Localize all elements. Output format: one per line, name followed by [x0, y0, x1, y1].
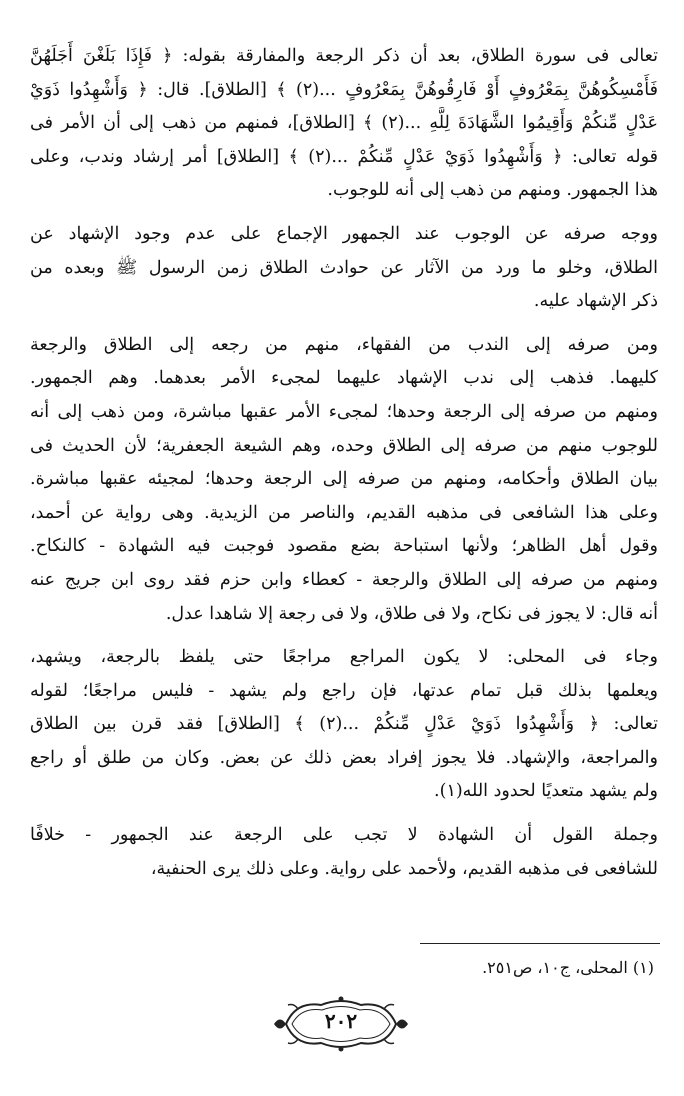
text-line: ووجه صرفه عن الوجوب عند الجمهور الإجماع على عدم وجود الإشهاد عن	[30, 223, 658, 244]
text-line: وجاء فى المحلى: لا يكون المراجع مراجعًا حتى يلفظ بالرجعة، ويشهد،	[30, 647, 658, 668]
text-line: وعلى هذا الشافعى فى مذهبه القديم، والناصر من الزيدية. وهى رواية عن أحمد،	[30, 502, 658, 523]
page-number-ornament	[266, 995, 416, 1053]
text-line: ومنهم من صرفه إلى الرجعة وحدها؛ لمجىء الأمر عقبها مباشرة، ومن ذهب إلى أنه	[30, 401, 658, 422]
text-line: أنه قال: لا يجوز فى نكاح، ولا فى طلاق، ولا فى رجعة إلا شاهدا عدل.	[165, 603, 658, 624]
text-line: عَدْلٍ مِّنكُمْ وَأَقِيمُوا الشَّهَادَةَ لِلَّهِ ...(٢) ﴾ [الطلاق]، فمنهم من ذهب إلى أن الأمر فى	[30, 113, 658, 134]
text-line: للشافعى فى مذهبه القديم، ولأحمد على رواية. وعلى ذلك يرى الحنفية،	[150, 858, 658, 879]
paragraph	[30, 218, 658, 319]
footnote-divider	[420, 943, 660, 944]
text-line: ويعلمها بذلك قبل تمام عدتها، فإن راجع ولم يشهد - فليس مراجعًا؛ لقوله	[30, 680, 658, 701]
text-line: ذكر الإشهاد عليه.	[533, 291, 658, 312]
text-line: وجملة القول أن الشهادة لا تجب على الرجعة عند الجمهور - خلافًا	[30, 825, 658, 846]
text-line: فَأَمْسِكُوهُنَّ بِمَعْرُوفٍ أَوْ فَارِقُوهُنَّ بِمَعْرُوفٍ ...(٢) ﴾ [الطلاق]. قال: ﴿ وَأَشْهِدُوا ذَوَيْ	[30, 79, 658, 100]
paragraph	[30, 641, 658, 809]
text-line: قوله تعالى: ﴿ وَأَشْهِدُوا ذَوَيْ عَدْلٍ مِّنكُمْ ...(٢) ﴾ [الطلاق] أمر إرشاد وندب، وعلى	[30, 146, 658, 167]
paragraph	[30, 329, 658, 631]
text-line: وقول أهل الظاهر؛ ولأنها استباحة بضع مقصود فوجبت فيه الشهادة - كالنكاح.	[30, 536, 658, 557]
text-line: ولم يشهد متعديًا لحدود الله(١).	[434, 781, 658, 802]
paragraph	[30, 40, 658, 208]
footnote: (١) المحلى، ج١٠، ص٢٥١.	[482, 958, 654, 977]
text-line: ومن صرفه إلى الندب من الفقهاء، منهم من رجعه إلى الطلاق والرجعة	[30, 334, 658, 355]
text-line: والمراجعة، والإشهاد. فلا يجوز إفراد بعض ذلك عن بعض. وكان من طلق أو راجع	[30, 747, 658, 768]
page-number: ٢٠٢	[324, 1009, 358, 1033]
text-line: للوجوب منهم من صرفه إلى الطلاق وحده، وهم الشيعة الجعفرية؛ لأن الحديث فى	[30, 435, 658, 456]
text-line: الطلاق، وخلو ما ورد من الآثار عن حوادث الطلاق زمن الرسول ﷺ وبعده من	[30, 257, 658, 278]
text-line: هذا الجمهور. ومنهم من ذهب إلى أنه للوجوب.	[327, 180, 658, 201]
text-line: ومنهم من صرفه إلى الطلاق والرجعة - كعطاء وابن حزم فقد روى ابن جريج عنه	[30, 569, 658, 590]
text-line: بيان الطلاق وأحكامه، ومنهم من صرفه إلى الرجعة وحدها؛ لمجيئه عقبها مباشرة.	[30, 469, 658, 490]
text-line: كليهما. فذهب إلى ندب الإشهاد عليهما لمجىء الأمر بعدهما. وهم الجمهور.	[30, 368, 658, 389]
body-text	[30, 40, 658, 896]
text-line: تعالى: ﴿ وَأَشْهِدُوا ذَوَيْ عَدْلٍ مِّنكُمْ ...(٢) ﴾ [الطلاق] فقد قرن بين الطلاق	[30, 714, 658, 735]
paragraph	[30, 819, 658, 886]
text-line: تعالى فى سورة الطلاق، بعد أن ذكر الرجعة والمفارقة بقوله: ﴿ فَإِذَا بَلَغْنَ أَجَلَهُنَّ	[30, 46, 658, 66]
